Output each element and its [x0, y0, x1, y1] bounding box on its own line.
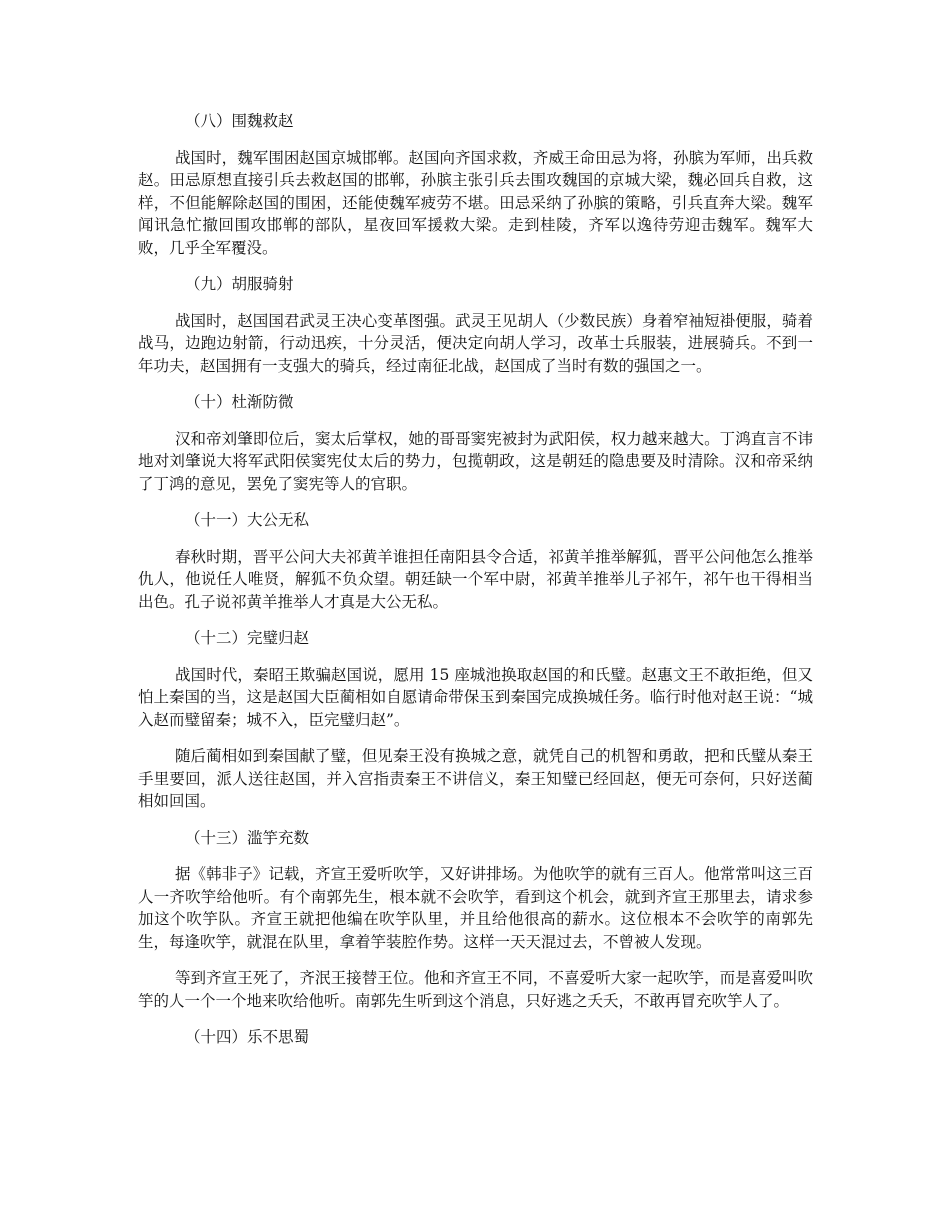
section-title: （十四）乐不思蜀	[185, 1028, 310, 1046]
section-hu-fu-qi-she	[138, 273, 813, 377]
section-wan-bi-gui-zhao	[138, 627, 813, 813]
section-le-bu-si-shu	[138, 1026, 813, 1049]
section-title: （九）胡服骑射	[185, 275, 294, 293]
document-page	[138, 110, 813, 1063]
section-title: （十一）大公无私	[185, 511, 310, 529]
section-title: （八）围魏救赵	[185, 112, 294, 130]
paragraph: 战国时，赵国国君武灵王决心变革图强。武灵王见胡人（少数民族）身着窄袖短褂便服，骑着战马，边跑边射箭，行动迅疾，十分灵活，便决定向胡人学习，改革士兵服装，进展骑兵。不到一年功夫，赵国拥有一支强大的骑兵，经过南征北战，赵国成了当时有数的强国之一。	[138, 311, 813, 375]
section-lan-yu-chong-shu	[138, 827, 813, 1013]
section-title: （十二）完璧归赵	[185, 629, 310, 647]
section-title: （十）杜渐防微	[185, 393, 294, 411]
section-wei-jiu-zhao	[138, 110, 813, 259]
paragraph: 春秋时期，晋平公问大夫祁黄羊谁担任南阳县令合适，祁黄羊推举解狐，晋平公问他怎么推举仇人，他说任人唯贤，解狐不负众望。朝廷缺一个军中尉，祁黄羊推举儿子祁午，祁午也干得相当出色。孔子说祁黄羊推举人才真是大公无私。	[138, 547, 813, 611]
paragraph: 汉和帝刘肇即位后，窦太后掌权，她的哥哥窦宪被封为武阳侯，权力越来越大。丁鸿直言不讳地对刘肇说大将军武阳侯窦宪仗太后的势力，包揽朝政，这是朝廷的隐患要及时清除。汉和帝采纳了丁鸿的意见，罢免了窦宪等人的官职。	[138, 429, 813, 493]
section-title: （十三）滥竽充数	[185, 828, 310, 847]
section-du-jian-fang-wei	[138, 391, 813, 495]
paragraph: 战国时，魏军围困赵国京城邯郸。赵国向齐国求救，齐威王命田忌为将，孙膑为军师，出兵救赵。田忌原想直接引兵去救赵国的邯郸，孙膑主张引兵去围攻魏国的京城大梁，魏必回兵自救，这样，不但能解除赵国的围困，还能使魏军疲劳不堪。田忌采纳了孙膑的策略，引兵直奔大梁。魏军闻讯急忙撤回围攻邯郸的部队，星夜回军援救大梁。走到桂陵，齐军以逸待劳迎击魏军。魏军大败，几乎全军覆没。	[138, 148, 813, 257]
paragraph: 等到齐宣王死了，齐泯王接替王位。他和齐宣王不同，不喜爱听大家一起吹竽，而是喜爱叫吹竽的人一个一个地来吹给他听。南郭先生听到这个消息，只好逃之夭夭，不敢再冒充吹竽人了。	[138, 969, 813, 1010]
paragraph: 战国时代，秦昭王欺骗赵国说，愿用 15 座城池换取赵国的和氏璧。赵惠文王不敢拒绝，但又怕上秦国的当，这是赵国大臣蔺相如自愿请命带保玉到秦国完成换城任务。临行时他对赵王说：“城入赵而璧留秦；城不入，臣完璧归赵”。	[138, 665, 813, 729]
section-da-gong-wu-si	[138, 509, 813, 613]
paragraph: 据《韩非子》记载，齐宣王爱听吹竽，又好讲排场。为他吹竽的就有三百人。他常常叫这三百人一齐吹竽给他听。有个南郭先生，根本就不会吹竽，看到这个机会，就到齐宣王那里去，请求参加这个吹竽队。齐宣王就把他编在吹竽队里，并且给他很高的薪水。这位根本不会吹竽的南郭先生，每逢吹竽，就混在队里，拿着竽装腔作势。这样一天天混过去，不曾被人发现。	[138, 865, 813, 951]
paragraph: 随后蔺相如到秦国献了璧，但见秦王没有换城之意，就凭自己的机智和勇敢，把和氏璧从秦王手里要回，派人送往赵国，并入宫指责秦王不讲信义，秦王知璧已经回赵，便无可奈何，只好送蔺相如回国。	[138, 747, 813, 810]
